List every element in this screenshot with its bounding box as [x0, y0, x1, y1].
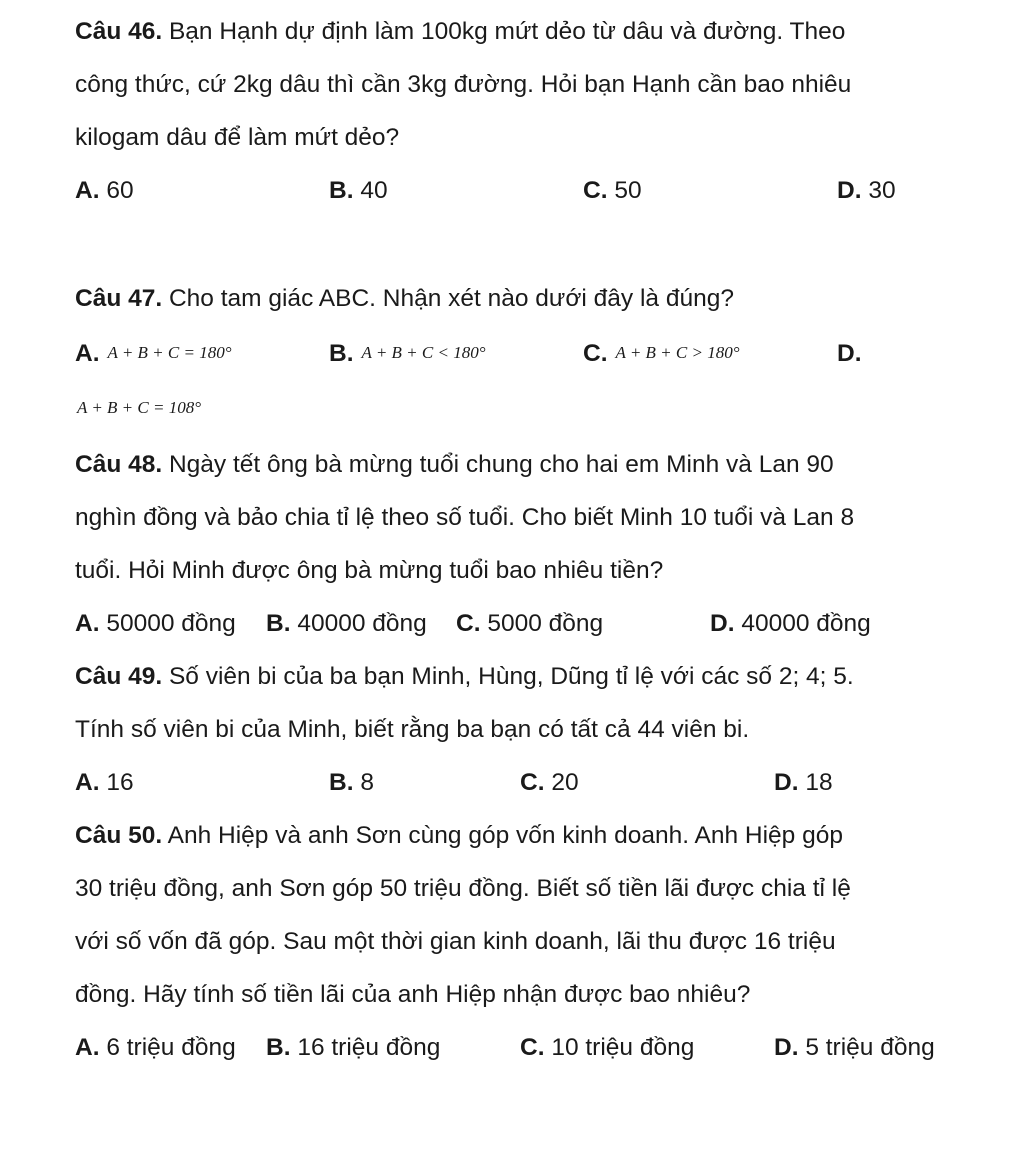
option-text: 18	[805, 769, 833, 796]
question-48-option-c[interactable]	[456, 610, 603, 638]
question-47-option-b[interactable]	[329, 340, 486, 368]
question-47-number: Câu 47.	[75, 285, 163, 312]
question-49-text-1: Số viên bi của ba bạn Minh, Hùng, Dũng tỉ lệ với các số 2; 4; 5.	[168, 663, 854, 690]
question-50-line-2: 30 triệu đồng, anh Sơn góp 50 triệu đồng. Biết số tiền lãi được chia tỉ lệ	[75, 875, 851, 902]
option-text: 5 triệu đồng	[805, 1034, 935, 1061]
question-50-line-4: đồng. Hãy tính số tiền lãi của anh Hiệp nhận được bao nhiêu?	[75, 981, 751, 1008]
option-text: 40	[360, 177, 388, 204]
option-text: 16	[106, 769, 134, 796]
question-46-option-a[interactable]	[75, 177, 134, 205]
question-49-option-b[interactable]	[329, 769, 374, 797]
option-letter: A.	[75, 1034, 100, 1061]
option-text: 40000 đồng	[297, 610, 427, 637]
option-formula: A + B + C = 180°	[107, 343, 232, 362]
question-46-text-1: Bạn Hạnh dự định làm 100kg mứt dẻo từ dâu và đường. Theo	[168, 18, 846, 45]
question-50-option-b[interactable]	[266, 1034, 440, 1062]
option-letter: B.	[266, 610, 291, 637]
option-letter: D.	[837, 177, 862, 204]
question-46-number: Câu 46.	[75, 18, 163, 45]
question-46-line-1	[75, 18, 845, 46]
option-text: 30	[868, 177, 896, 204]
question-50-option-c[interactable]	[520, 1034, 694, 1062]
option-letter: D.	[774, 1034, 799, 1061]
question-47-option-c[interactable]	[583, 340, 740, 368]
question-48-line-3: tuổi. Hỏi Minh được ông bà mừng tuổi bao nhiêu tiền?	[75, 557, 664, 584]
option-formula: A + B + C < 180°	[361, 343, 486, 362]
question-49-option-d[interactable]	[774, 769, 833, 797]
option-text: 5000 đồng	[487, 610, 604, 637]
option-text: 50	[614, 177, 642, 204]
question-50-line-3: với số vốn đã góp. Sau một thời gian kinh doanh, lãi thu được 16 triệu	[75, 928, 836, 955]
option-letter: B.	[329, 340, 354, 367]
option-text: 20	[551, 769, 579, 796]
option-letter: D.	[710, 610, 735, 637]
question-49-line-1	[75, 663, 854, 691]
question-49-line-2: Tính số viên bi của Minh, biết rằng ba bạn có tất cả 44 viên bi.	[75, 716, 750, 743]
question-48-line-1	[75, 451, 834, 479]
option-text: 10 triệu đồng	[551, 1034, 695, 1061]
question-47-option-d-letter[interactable]	[837, 340, 862, 368]
question-49-number: Câu 49.	[75, 663, 163, 690]
option-letter: A.	[75, 769, 100, 796]
option-formula: A + B + C = 108°	[77, 398, 202, 417]
question-50-line-1	[75, 822, 843, 850]
option-letter: D.	[837, 340, 862, 367]
option-letter: C.	[583, 340, 608, 367]
question-50-option-a[interactable]	[75, 1034, 236, 1062]
question-46-line-2: công thức, cứ 2kg dâu thì cần 3kg đường. Hỏi bạn Hạnh cần bao nhiêu	[75, 71, 852, 98]
question-48-option-a[interactable]	[75, 610, 236, 638]
question-46-line-3: kilogam dâu để làm mứt dẻo?	[75, 124, 400, 151]
option-text: 40000 đồng	[741, 610, 871, 637]
question-48-option-d[interactable]	[710, 610, 871, 638]
option-text: 8	[360, 769, 374, 796]
option-formula: A + B + C > 180°	[615, 343, 740, 362]
option-letter: B.	[329, 769, 354, 796]
question-47-option-d-formula[interactable]	[69, 395, 201, 423]
question-47-text-1: Cho tam giác ABC. Nhận xét nào dưới đây là đúng?	[168, 285, 734, 312]
option-letter: C.	[520, 769, 545, 796]
option-text: 6 triệu đồng	[106, 1034, 236, 1061]
option-letter: A.	[75, 340, 100, 367]
option-text: 16 triệu đồng	[297, 1034, 441, 1061]
question-50-option-d[interactable]	[774, 1034, 935, 1062]
question-46-option-d[interactable]	[837, 177, 896, 205]
option-letter: A.	[75, 610, 100, 637]
question-48-line-2: nghìn đồng và bảo chia tỉ lệ theo số tuổi. Cho biết Minh 10 tuổi và Lan 8	[75, 504, 855, 531]
question-47-line-1	[75, 285, 734, 313]
option-letter: D.	[774, 769, 799, 796]
question-46-option-b[interactable]	[329, 177, 388, 205]
option-letter: C.	[583, 177, 608, 204]
option-letter: A.	[75, 177, 100, 204]
question-50-number: Câu 50.	[75, 822, 163, 849]
question-50-text-1: Anh Hiệp và anh Sơn cùng góp vốn kinh doanh. Anh Hiệp góp	[167, 822, 843, 849]
question-48-option-b[interactable]	[266, 610, 427, 638]
question-47-option-a[interactable]	[75, 340, 232, 368]
question-48-number: Câu 48.	[75, 451, 163, 478]
option-text: 60	[106, 177, 134, 204]
question-49-option-a[interactable]	[75, 769, 134, 797]
question-46-option-c[interactable]	[583, 177, 642, 205]
option-text: 50000 đồng	[106, 610, 236, 637]
question-49-option-c[interactable]	[520, 769, 579, 797]
question-48-text-1: Ngày tết ông bà mừng tuổi chung cho hai em Minh và Lan 90	[168, 451, 834, 478]
option-letter: B.	[266, 1034, 291, 1061]
option-letter: B.	[329, 177, 354, 204]
option-letter: C.	[520, 1034, 545, 1061]
option-letter: C.	[456, 610, 481, 637]
